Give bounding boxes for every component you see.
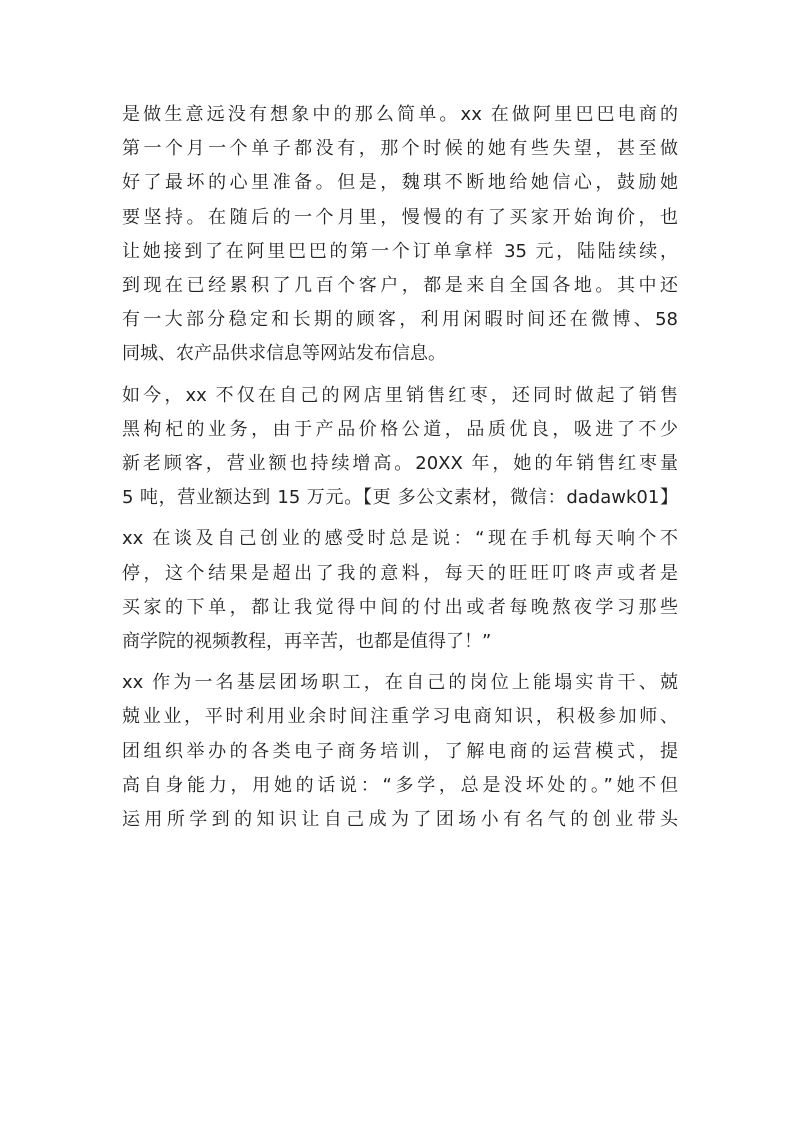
text-line: 到现在已经累积了几百个客户，都是来自全国各地。其中还 — [122, 275, 678, 297]
text-line: 高自身能力，用她的话说：“多学，总是没坏处的。”她不但 — [122, 774, 678, 796]
text-line: 是做生意远没有想象中的那么简单。xx 在做阿里巴巴电商的 — [122, 104, 678, 125]
text-line: 兢业业，平时利用业余时间注重学习电商知识，积极参加师、 — [122, 706, 678, 728]
text-line: 同城、农产品供求信息等网站发布信息。 — [122, 343, 446, 365]
text-line: 运用所学到的知识让自己成为了团场小有名气的创业带头 — [122, 809, 678, 831]
text-line: 如今，xx 不仅在自己的网店里销售红枣，还同时做起了销售 — [122, 384, 678, 406]
paragraph-2 — [122, 379, 678, 516]
text-line: 第一个月一个单子都没有，那个时候的她有些失望，甚至做 — [122, 138, 678, 160]
text-line: 要坚持。在随后的一个月里，慢慢的有了买家开始询价，也 — [122, 206, 678, 228]
text-line: 买家的下单，都让我觉得中间的付出或者每晚熬夜学习那些 — [122, 596, 678, 618]
paragraph-3 — [122, 522, 678, 659]
document-body — [122, 98, 678, 844]
text-line: 黑枸杞的业务，由于产品价格公道，品质优良，吸进了不少 — [122, 418, 678, 440]
text-line: 新老顾客，营业额也持续增高。20XX 年，她的年销售红枣量 — [122, 453, 678, 475]
text-line: 好了最坏的心里准备。但是，魏琪不断地给她信心，鼓励她 — [122, 172, 678, 194]
text-line: 5 吨，营业额达到 15 万元。【更 多公文素材，微信：dadawk01】 — [122, 487, 678, 509]
paragraph-1 — [122, 98, 678, 372]
text-line: 停，这个结果是超出了我的意料，每天的旺旺叮咚声或者是 — [122, 562, 678, 584]
paragraph-4 — [122, 666, 678, 837]
text-line: 让她接到了在阿里巴巴的第一个订单拿样 35 元，陆陆续续， — [122, 240, 678, 262]
text-line: 商学院的视频教程，再辛苦，也都是值得了！” — [122, 631, 492, 653]
text-line: xx 在谈及自己创业的感受时总是说：“现在手机每天响个不 — [122, 528, 678, 550]
text-line: 有一大部分稳定和长期的顾客，利用闲暇时间还在微博、58 — [122, 309, 678, 331]
text-line: 团组织举办的各类电子商务培训，了解电商的运营模式，提 — [122, 740, 678, 762]
text-line: xx 作为一名基层团场职工，在自己的岗位上能塌实肯干、兢 — [122, 672, 678, 694]
